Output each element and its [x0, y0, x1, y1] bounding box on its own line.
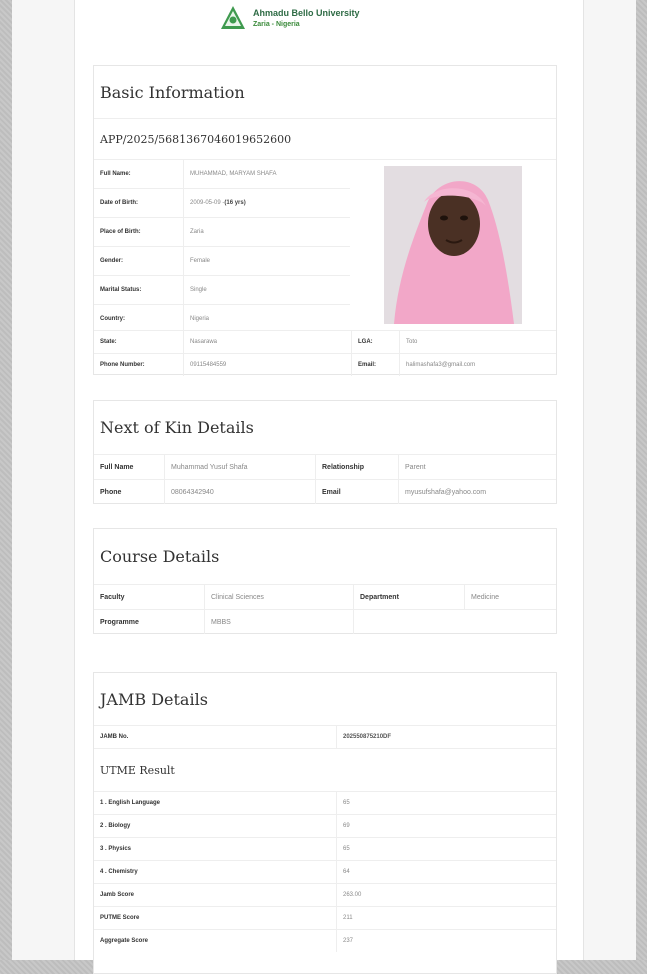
subject-score: 65 [343, 846, 350, 852]
subject-score: 69 [343, 823, 350, 829]
kin-phone-value: 08064342940 [165, 480, 316, 504]
jamb-details-panel [93, 672, 557, 974]
kin-email-label: Email [316, 480, 399, 504]
basic-information-title: Basic Information [100, 82, 245, 102]
table-row [94, 906, 556, 929]
application-number: APP/2025/568136704601965260​0 [100, 132, 292, 146]
phone-value: 09115484559 [184, 354, 352, 376]
field-row [94, 275, 350, 304]
marital-status-value: Single [190, 287, 207, 293]
department-value: Medicine [471, 593, 500, 601]
course-row [94, 609, 556, 634]
page-background [12, 0, 636, 960]
next-of-kin-title: Next of Kin Details [100, 418, 254, 437]
subject-label: 4 . Chemistry [94, 861, 337, 883]
lga-value: Toto [406, 339, 418, 345]
jamb-number-row [94, 725, 556, 748]
kin-phone-label: Phone [94, 480, 165, 504]
full-name-value: MUHAMMAD, MARYAM SHAFA [190, 171, 277, 177]
score-label: Aggregate Score [94, 930, 337, 952]
jamb-number-label: JAMB No. [94, 726, 337, 748]
score-value: 263.00 [343, 892, 362, 898]
university-logo-icon [219, 4, 247, 32]
field-label: Marital Status: [94, 276, 184, 304]
faculty-label: Faculty [94, 585, 205, 609]
gender-value: Female [190, 258, 211, 264]
table-row [94, 791, 556, 814]
score-label: PUTME Score [94, 907, 337, 929]
score-value: 237 [343, 938, 354, 944]
table-row [94, 929, 556, 952]
table-row [94, 837, 556, 860]
field-label: Gender: [94, 247, 184, 275]
field-row [94, 160, 350, 188]
relationship-label: Relationship [316, 455, 399, 479]
header [219, 4, 360, 34]
relationship-value: Parent [405, 463, 426, 471]
place-of-birth-value: Zaria [190, 229, 204, 235]
field-label: Country: [94, 305, 184, 333]
kin-email-value: myusufshafa@yahoo.com [405, 488, 487, 496]
jamb-number-value: 202550875210DF [343, 734, 392, 740]
kin-row [94, 479, 556, 504]
subject-label: 3 . Physics [94, 838, 337, 860]
field-row [94, 304, 350, 333]
state-lga-row [94, 330, 556, 353]
country-value: Nigeria [190, 316, 210, 322]
university-name: Ahmadu Bello University [253, 8, 360, 18]
kin-name-label: Full Name [94, 455, 165, 479]
empty-cell [354, 610, 556, 634]
subject-score: 64 [343, 869, 350, 875]
course-details-title: Course Details [100, 547, 220, 566]
kin-name-value: Muhammad Yusuf Shafa [165, 455, 316, 479]
subject-score: 65 [343, 800, 350, 806]
subject-label: 1 . English Language [94, 792, 337, 814]
programme-label: Programme [94, 610, 205, 634]
score-label: Jamb Score [94, 884, 337, 906]
field-row [94, 188, 350, 217]
state-value: Nasarawa [184, 331, 352, 353]
phone-label: Phone Number: [94, 354, 184, 376]
subject-label: 2 . Biology [94, 815, 337, 837]
field-label: Full Name: [94, 160, 184, 188]
jamb-details-title: JAMB Details [100, 689, 208, 709]
email-value: halimashafa3@gmail.com [406, 362, 476, 368]
department-label: Department [354, 585, 465, 609]
lga-label: LGA: [352, 331, 400, 353]
field-label: Date of Birth: [94, 189, 184, 217]
kin-row [94, 454, 556, 479]
basic-information-panel [93, 65, 557, 375]
state-label: State: [94, 331, 184, 353]
dob-value: 2009-05-09 - [190, 200, 225, 206]
age-value: (16 yrs) [224, 200, 246, 206]
faculty-value: Clinical Sciences [205, 585, 354, 609]
course-details-panel [93, 528, 557, 634]
field-label: Place of Birth: [94, 218, 184, 246]
utme-header-row [94, 748, 556, 791]
utme-result-table [94, 791, 556, 952]
document-sheet [74, 0, 584, 960]
programme-value: MBBS [205, 610, 354, 634]
course-row [94, 584, 556, 609]
field-row [94, 217, 350, 246]
email-label: Email: [352, 354, 400, 376]
score-value: 211 [343, 915, 353, 921]
phone-email-row [94, 353, 556, 376]
field-row [94, 246, 350, 275]
table-row [94, 883, 556, 906]
table-row [94, 814, 556, 837]
utme-result-title: UTME Result [100, 763, 175, 777]
university-location: Zaria - Nigeria [253, 21, 300, 28]
table-row [94, 860, 556, 883]
passport-photo [384, 166, 522, 324]
next-of-kin-panel [93, 400, 557, 504]
